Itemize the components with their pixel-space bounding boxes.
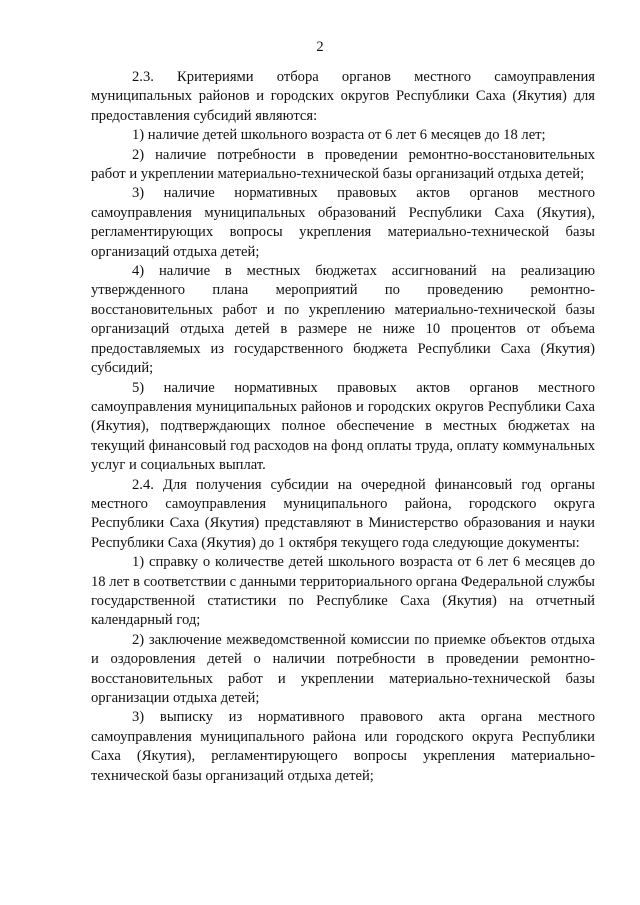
paragraph-2-3-criteria: 2.3. Критериями отбора органов местного самоуправления муниципальных районов и городских округов Республики Саха (Якутия) для предоставления субсидий являются: xyxy=(91,69,595,124)
criteria-item-5: 5) наличие нормативных правовых актов органов местного самоуправления муниципальных районов и городских округов Республики Саха (Якутия), подтверждающих полное обеспечение в местных бюджетах на текущий финансовый год расходов на фонд оплаты труда, оплату коммунальных услуг и социальных выплат. xyxy=(91,379,595,474)
criteria-item-2: 2) наличие потребности в проведении ремонтно-восстановительных работ и укреплении материально-технической базы организаций отдыха детей; xyxy=(91,146,595,183)
document-item-1: 1) справку о количестве детей школьного возраста от 6 лет 6 месяцев до 18 лет в соответствии с данными территориального органа Федеральной службы государственной статистики по Республике Саха (Якутия) на отчетный календарный год; xyxy=(91,554,595,629)
criteria-item-4: 4) наличие в местных бюджетах ассигнований на реализацию утвержденного плана мероприятий по проведению ремонтно-восстановительных работ и по укреплению материально-технической базы организаций отдыха детей в размере не ниже 10 процентов от объема предоставляемых из государственного бюджета Республики Саха (Якутия) субсидий; xyxy=(91,263,595,377)
criteria-item-3: 3) наличие нормативных правовых актов органов местного самоуправления муниципальных образований Республики Саха (Якутия), регламентирующих вопросы укрепления материально-технической базы организаций отдыха детей; xyxy=(91,185,595,260)
criteria-item-1: 1) наличие детей школьного возраста от 6 лет 6 месяцев до 18 лет; xyxy=(132,127,546,144)
document-item-3: 3) выписку из нормативного правового акта органа местного самоуправления муниципального района или городского округа Республики Саха (Якутия), регламентирующего вопросы укрепления материально-технической базы организаций отдыха детей; xyxy=(91,709,595,784)
page-number: 2 xyxy=(316,39,324,55)
document-item-2: 2) заключение межведомственной комиссии по приемке объектов отдыха и оздоровления детей о наличии потребности в проведении ремонтно-восстановительных работ и укреплении материально-технической базы организации отдыха детей; xyxy=(91,631,595,706)
paragraph-2-4-documents: 2.4. Для получения субсидии на очередной финансовый год органы местного самоуправления муниципального района, городского округа Республики Саха (Якутия) представляют в Министерство образования и науки Республики Саха (Якутия) до 1 октября текущего года следующие документы: xyxy=(91,476,595,551)
document-body xyxy=(91,68,595,786)
